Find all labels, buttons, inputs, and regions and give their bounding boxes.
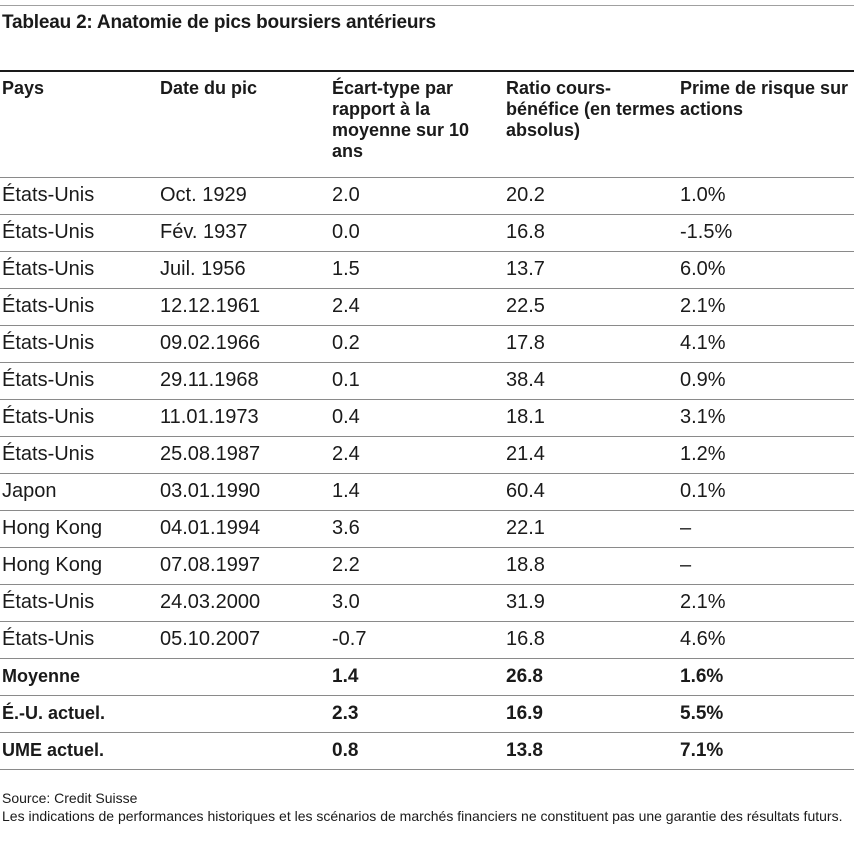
cell-pe-ratio: 21.4 [504, 436, 678, 473]
summary-peak-date [158, 658, 330, 695]
cell-std-dev: 2.0 [330, 177, 504, 214]
summary-pe-ratio: 26.8 [504, 658, 678, 695]
cell-pe-ratio: 31.9 [504, 584, 678, 621]
cell-risk-premium: 4.6% [678, 621, 854, 658]
cell-std-dev: 0.2 [330, 325, 504, 362]
cell-country: Japon [0, 473, 158, 510]
summary-std-dev: 0.8 [330, 732, 504, 769]
cell-risk-premium: 0.1% [678, 473, 854, 510]
summary-country: Moyenne [0, 658, 158, 695]
header-row [0, 71, 854, 177]
summary-risk-premium: 5.5% [678, 695, 854, 732]
cell-pe-ratio: 22.1 [504, 510, 678, 547]
cell-pe-ratio: 60.4 [504, 473, 678, 510]
cell-pe-ratio: 22.5 [504, 288, 678, 325]
cell-std-dev: 2.2 [330, 547, 504, 584]
cell-risk-premium: 3.1% [678, 399, 854, 436]
cell-pe-ratio: 18.1 [504, 399, 678, 436]
summary-risk-premium: 1.6% [678, 658, 854, 695]
cell-pe-ratio: 16.8 [504, 621, 678, 658]
table-row [0, 621, 854, 658]
peaks-table [0, 70, 854, 770]
cell-peak-date: Oct. 1929 [158, 177, 330, 214]
cell-std-dev: 2.4 [330, 288, 504, 325]
cell-risk-premium: 2.1% [678, 584, 854, 621]
cell-risk-premium: 4.1% [678, 325, 854, 362]
cell-pe-ratio: 17.8 [504, 325, 678, 362]
cell-risk-premium: – [678, 510, 854, 547]
cell-risk-premium: 6.0% [678, 251, 854, 288]
cell-country: États-Unis [0, 325, 158, 362]
cell-std-dev: 2.4 [330, 436, 504, 473]
cell-peak-date: 29.11.1968 [158, 362, 330, 399]
table-footer [2, 789, 852, 825]
table-row [0, 362, 854, 399]
cell-pe-ratio: 18.8 [504, 547, 678, 584]
top-rule [0, 5, 854, 6]
cell-std-dev: 3.6 [330, 510, 504, 547]
cell-peak-date: Juil. 1956 [158, 251, 330, 288]
cell-peak-date: 03.01.1990 [158, 473, 330, 510]
cell-country: États-Unis [0, 362, 158, 399]
header-risk-premium: Prime de risque sur actions [678, 71, 854, 177]
cell-peak-date: 09.02.1966 [158, 325, 330, 362]
cell-country: Hong Kong [0, 547, 158, 584]
summary-peak-date [158, 695, 330, 732]
header-country: Pays [0, 71, 158, 177]
cell-std-dev: 0.0 [330, 214, 504, 251]
summary-std-dev: 2.3 [330, 695, 504, 732]
summary-row [0, 732, 854, 769]
header-peak-date: Date du pic [158, 71, 330, 177]
summary-risk-premium: 7.1% [678, 732, 854, 769]
cell-std-dev: 1.5 [330, 251, 504, 288]
disclaimer-note: Les indications de performances historiques et les scénarios de marchés financiers ne constituent pas une garantie des résultats futurs. [2, 808, 843, 824]
table-row [0, 325, 854, 362]
source-note: Source: Credit Suisse [2, 790, 138, 806]
cell-std-dev: -0.7 [330, 621, 504, 658]
header-std-dev: Écart-type par rapport à la moyenne sur 10 ans [330, 71, 504, 177]
cell-std-dev: 3.0 [330, 584, 504, 621]
cell-country: États-Unis [0, 214, 158, 251]
table-title: Tableau 2: Anatomie de pics boursiers antérieurs [2, 12, 436, 33]
cell-peak-date: Fév. 1937 [158, 214, 330, 251]
header-pe-ratio: Ratio cours-bénéfice (en termes absolus) [504, 71, 678, 177]
table-row [0, 251, 854, 288]
cell-risk-premium: 2.1% [678, 288, 854, 325]
summary-pe-ratio: 16.9 [504, 695, 678, 732]
cell-country: États-Unis [0, 436, 158, 473]
table-row [0, 399, 854, 436]
cell-peak-date: 07.08.1997 [158, 547, 330, 584]
cell-risk-premium: 1.2% [678, 436, 854, 473]
table-row [0, 214, 854, 251]
cell-pe-ratio: 20.2 [504, 177, 678, 214]
summary-row [0, 658, 854, 695]
table-row [0, 547, 854, 584]
cell-std-dev: 1.4 [330, 473, 504, 510]
cell-peak-date: 25.08.1987 [158, 436, 330, 473]
summary-peak-date [158, 732, 330, 769]
cell-risk-premium: 1.0% [678, 177, 854, 214]
cell-peak-date: 12.12.1961 [158, 288, 330, 325]
cell-country: États-Unis [0, 584, 158, 621]
cell-risk-premium: -1.5% [678, 214, 854, 251]
cell-peak-date: 11.01.1973 [158, 399, 330, 436]
cell-country: États-Unis [0, 177, 158, 214]
cell-country: Hong Kong [0, 510, 158, 547]
table-row [0, 288, 854, 325]
summary-country: É.-U. actuel. [0, 695, 158, 732]
summary-pe-ratio: 13.8 [504, 732, 678, 769]
cell-country: États-Unis [0, 288, 158, 325]
cell-std-dev: 0.1 [330, 362, 504, 399]
table-row [0, 177, 854, 214]
cell-peak-date: 05.10.2007 [158, 621, 330, 658]
summary-country: UME actuel. [0, 732, 158, 769]
table-row [0, 436, 854, 473]
summary-row [0, 695, 854, 732]
summary-std-dev: 1.4 [330, 658, 504, 695]
cell-country: États-Unis [0, 621, 158, 658]
table-body [0, 177, 854, 769]
cell-country: États-Unis [0, 399, 158, 436]
cell-pe-ratio: 13.7 [504, 251, 678, 288]
cell-pe-ratio: 16.8 [504, 214, 678, 251]
cell-country: États-Unis [0, 251, 158, 288]
cell-risk-premium: 0.9% [678, 362, 854, 399]
cell-std-dev: 0.4 [330, 399, 504, 436]
cell-peak-date: 24.03.2000 [158, 584, 330, 621]
table-row [0, 584, 854, 621]
cell-pe-ratio: 38.4 [504, 362, 678, 399]
table-row [0, 510, 854, 547]
cell-peak-date: 04.01.1994 [158, 510, 330, 547]
table-row [0, 473, 854, 510]
cell-risk-premium: – [678, 547, 854, 584]
